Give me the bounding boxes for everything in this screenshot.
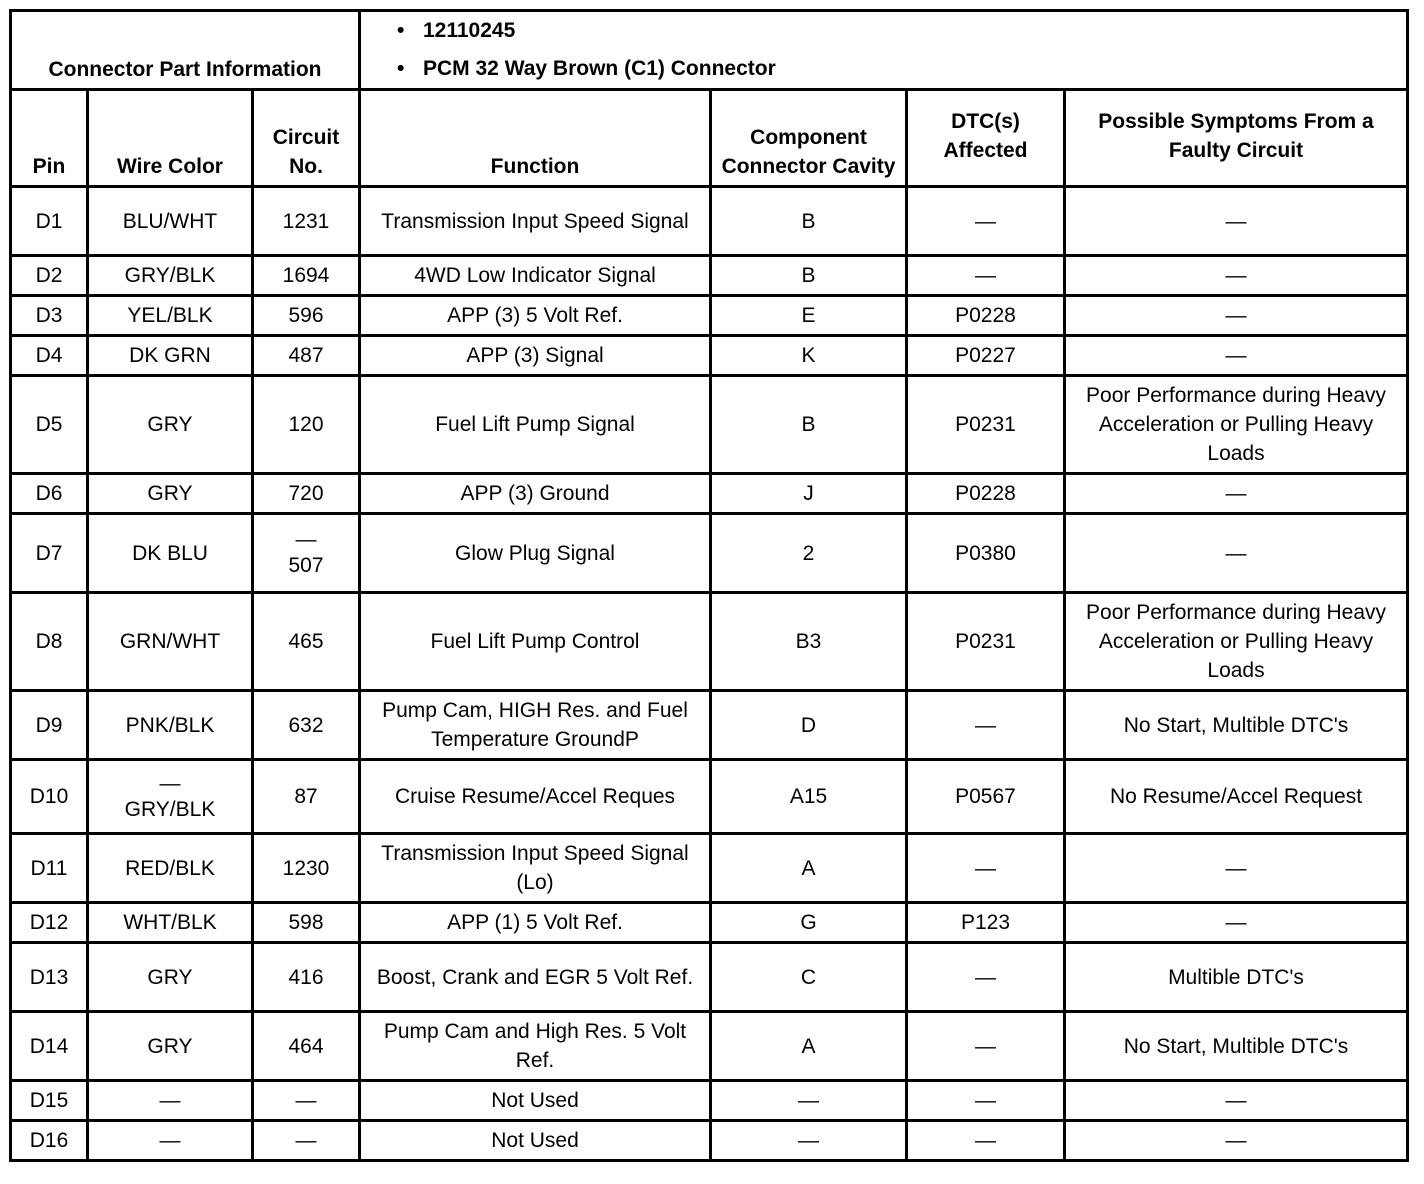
- pin-cell: D16: [11, 1121, 88, 1161]
- circuit-no-cell: [253, 514, 360, 593]
- bullet-icon: •: [397, 57, 405, 80]
- wire-color-cell: YEL/BLK: [88, 296, 253, 336]
- pin-cell: D1: [11, 187, 88, 256]
- table-row: [11, 474, 1408, 514]
- pin-cell: D2: [11, 256, 88, 296]
- table-row: [11, 296, 1408, 336]
- cavity-cell: B: [711, 187, 907, 256]
- circuit-no-cell-top: —: [295, 528, 317, 551]
- connector-info-row: [11, 11, 1408, 90]
- table-row: [11, 514, 1408, 593]
- pin-cell: D7: [11, 514, 88, 593]
- table-row: [11, 336, 1408, 376]
- wire-color-cell-top: —: [159, 771, 181, 795]
- cavity-cell: —: [711, 1121, 907, 1161]
- wire-color-cell: BLU/WHT: [88, 187, 253, 256]
- cavity-cell: D: [711, 691, 907, 760]
- circuit-no-cell: 487: [253, 336, 360, 376]
- cavity-cell: K: [711, 336, 907, 376]
- circuit-no-cell: 120: [253, 376, 360, 474]
- circuit-no-cell: —: [253, 1121, 360, 1161]
- function-cell: APP (3) Signal: [360, 336, 711, 376]
- cavity-cell: C: [711, 943, 907, 1012]
- symptoms-cell: No Resume/Accel Request: [1065, 760, 1408, 834]
- wire-color-cell: DK BLU: [88, 514, 253, 593]
- function-cell: Glow Plug Signal: [360, 514, 711, 593]
- wire-color-cell: —: [88, 1081, 253, 1121]
- table-row: [11, 256, 1408, 296]
- pin-cell: D14: [11, 1012, 88, 1081]
- wire-color-cell: DK GRN: [88, 336, 253, 376]
- header-row: [11, 90, 1408, 187]
- function-cell: Transmission Input Speed Signal (Lo): [360, 834, 711, 903]
- dtc-cell: P0231: [907, 376, 1065, 474]
- symptoms-cell: Poor Performance during Heavy Acceleration or Pulling Heavy Loads: [1065, 593, 1408, 691]
- symptoms-cell: Multible DTC's: [1065, 943, 1408, 1012]
- dtc-cell: —: [907, 1121, 1065, 1161]
- wire-color-cell: GRN/WHT: [88, 593, 253, 691]
- wire-color-cell: GRY: [88, 474, 253, 514]
- pin-cell: D15: [11, 1081, 88, 1121]
- pin-cell: D3: [11, 296, 88, 336]
- wire-color-cell: —: [88, 1121, 253, 1161]
- circuit-no-cell: 465: [253, 593, 360, 691]
- dtc-cell: P0231: [907, 593, 1065, 691]
- symptoms-cell: Poor Performance during Heavy Acceleration or Pulling Heavy Loads: [1065, 376, 1408, 474]
- header-function: Function: [360, 90, 711, 187]
- cavity-cell: B3: [711, 593, 907, 691]
- pin-cell: D13: [11, 943, 88, 1012]
- dtc-cell: P0228: [907, 474, 1065, 514]
- circuit-no-cell: 596: [253, 296, 360, 336]
- header-symptoms: Possible Symptoms From a Faulty Circuit: [1065, 90, 1408, 187]
- circuit-no-cell: 87: [253, 760, 360, 834]
- function-cell: 4WD Low Indicator Signal: [360, 256, 711, 296]
- dtc-cell: —: [907, 691, 1065, 760]
- symptoms-cell: No Start, Multible DTC's: [1065, 691, 1408, 760]
- symptoms-cell: —: [1065, 474, 1408, 514]
- cavity-cell: B: [711, 256, 907, 296]
- bullet-icon: •: [397, 19, 405, 42]
- circuit-no-cell: 1694: [253, 256, 360, 296]
- circuit-no-cell: 464: [253, 1012, 360, 1081]
- function-cell: Fuel Lift Pump Signal: [360, 376, 711, 474]
- table-row: [11, 903, 1408, 943]
- wire-color-cell: GRY: [88, 943, 253, 1012]
- pin-cell: D10: [11, 760, 88, 834]
- wire-color-cell: [88, 760, 253, 834]
- pin-cell: D6: [11, 474, 88, 514]
- connector-info-label: Connector Part Information: [11, 11, 360, 90]
- dtc-cell: —: [907, 1012, 1065, 1081]
- table-row: [11, 1121, 1408, 1161]
- cavity-cell: B: [711, 376, 907, 474]
- header-pin: Pin: [11, 90, 88, 187]
- function-cell: Pump Cam and High Res. 5 Volt Ref.: [360, 1012, 711, 1081]
- circuit-no-cell: 1230: [253, 834, 360, 903]
- symptoms-cell: —: [1065, 1121, 1408, 1161]
- cavity-cell: A15: [711, 760, 907, 834]
- pin-cell: D4: [11, 336, 88, 376]
- symptoms-cell: —: [1065, 834, 1408, 903]
- cavity-cell: —: [711, 1081, 907, 1121]
- function-cell: APP (3) 5 Volt Ref.: [360, 296, 711, 336]
- table-row: [11, 593, 1408, 691]
- cavity-cell: G: [711, 903, 907, 943]
- function-cell: Cruise Resume/Accel Reques: [360, 760, 711, 834]
- wire-color-cell: GRY: [88, 1012, 253, 1081]
- table-row: [11, 1012, 1408, 1081]
- function-cell: Fuel Lift Pump Control: [360, 593, 711, 691]
- header-circuit-no: Circuit No.: [253, 90, 360, 187]
- function-cell: Transmission Input Speed Signal: [360, 187, 711, 256]
- wire-color-cell: PNK/BLK: [88, 691, 253, 760]
- table-row: [11, 943, 1408, 1012]
- pin-cell: D8: [11, 593, 88, 691]
- table-row: [11, 1081, 1408, 1121]
- circuit-no-cell: 1231: [253, 187, 360, 256]
- cavity-cell: A: [711, 1012, 907, 1081]
- function-cell: Not Used: [360, 1121, 711, 1161]
- header-dtcs: DTC(s) Affected: [907, 90, 1065, 187]
- dtc-cell: P123: [907, 903, 1065, 943]
- circuit-no-cell: 416: [253, 943, 360, 1012]
- connector-info-item: • 12110245: [397, 12, 1402, 50]
- symptoms-cell: —: [1065, 1081, 1408, 1121]
- cavity-cell: A: [711, 834, 907, 903]
- connector-pinout-table: [9, 9, 1409, 1162]
- dtc-cell: P0227: [907, 336, 1065, 376]
- table-row: [11, 187, 1408, 256]
- wire-color-cell: RED/BLK: [88, 834, 253, 903]
- dtc-cell: —: [907, 1081, 1065, 1121]
- pin-cell: D9: [11, 691, 88, 760]
- pin-cell: D5: [11, 376, 88, 474]
- circuit-no-cell-value: 507: [288, 554, 324, 577]
- dtc-cell: —: [907, 943, 1065, 1012]
- cavity-cell: J: [711, 474, 907, 514]
- cavity-cell: E: [711, 296, 907, 336]
- symptoms-cell: —: [1065, 256, 1408, 296]
- table-row: [11, 376, 1408, 474]
- symptoms-cell: —: [1065, 903, 1408, 943]
- wire-color-cell: WHT/BLK: [88, 903, 253, 943]
- wire-color-cell-value: GRY/BLK: [124, 797, 216, 821]
- pin-cell: D11: [11, 834, 88, 903]
- symptoms-cell: —: [1065, 514, 1408, 593]
- symptoms-cell: No Start, Multible DTC's: [1065, 1012, 1408, 1081]
- header-wire-color: Wire Color: [88, 90, 253, 187]
- wire-color-cell: GRY/BLK: [88, 256, 253, 296]
- function-cell: Boost, Crank and EGR 5 Volt Ref.: [360, 943, 711, 1012]
- symptoms-cell: —: [1065, 187, 1408, 256]
- dtc-cell: —: [907, 834, 1065, 903]
- function-cell: APP (1) 5 Volt Ref.: [360, 903, 711, 943]
- wire-color-cell: GRY: [88, 376, 253, 474]
- dtc-cell: P0228: [907, 296, 1065, 336]
- table-row: [11, 834, 1408, 903]
- dtc-cell: —: [907, 256, 1065, 296]
- connector-info-list: [360, 11, 1408, 90]
- dtc-cell: P0380: [907, 514, 1065, 593]
- dtc-cell: —: [907, 187, 1065, 256]
- table-row: [11, 760, 1408, 834]
- table-row: [11, 691, 1408, 760]
- circuit-no-cell: —: [253, 1081, 360, 1121]
- connector-info-item: • PCM 32 Way Brown (C1) Connector: [397, 50, 1402, 88]
- function-cell: Pump Cam, HIGH Res. and Fuel Temperature GroundP: [360, 691, 711, 760]
- circuit-no-cell: 632: [253, 691, 360, 760]
- function-cell: APP (3) Ground: [360, 474, 711, 514]
- circuit-no-cell: 720: [253, 474, 360, 514]
- pin-cell: D12: [11, 903, 88, 943]
- function-cell: Not Used: [360, 1081, 711, 1121]
- dtc-cell: P0567: [907, 760, 1065, 834]
- cavity-cell: 2: [711, 514, 907, 593]
- header-cavity: Component Connector Cavity: [711, 90, 907, 187]
- symptoms-cell: —: [1065, 296, 1408, 336]
- symptoms-cell: —: [1065, 336, 1408, 376]
- circuit-no-cell: 598: [253, 903, 360, 943]
